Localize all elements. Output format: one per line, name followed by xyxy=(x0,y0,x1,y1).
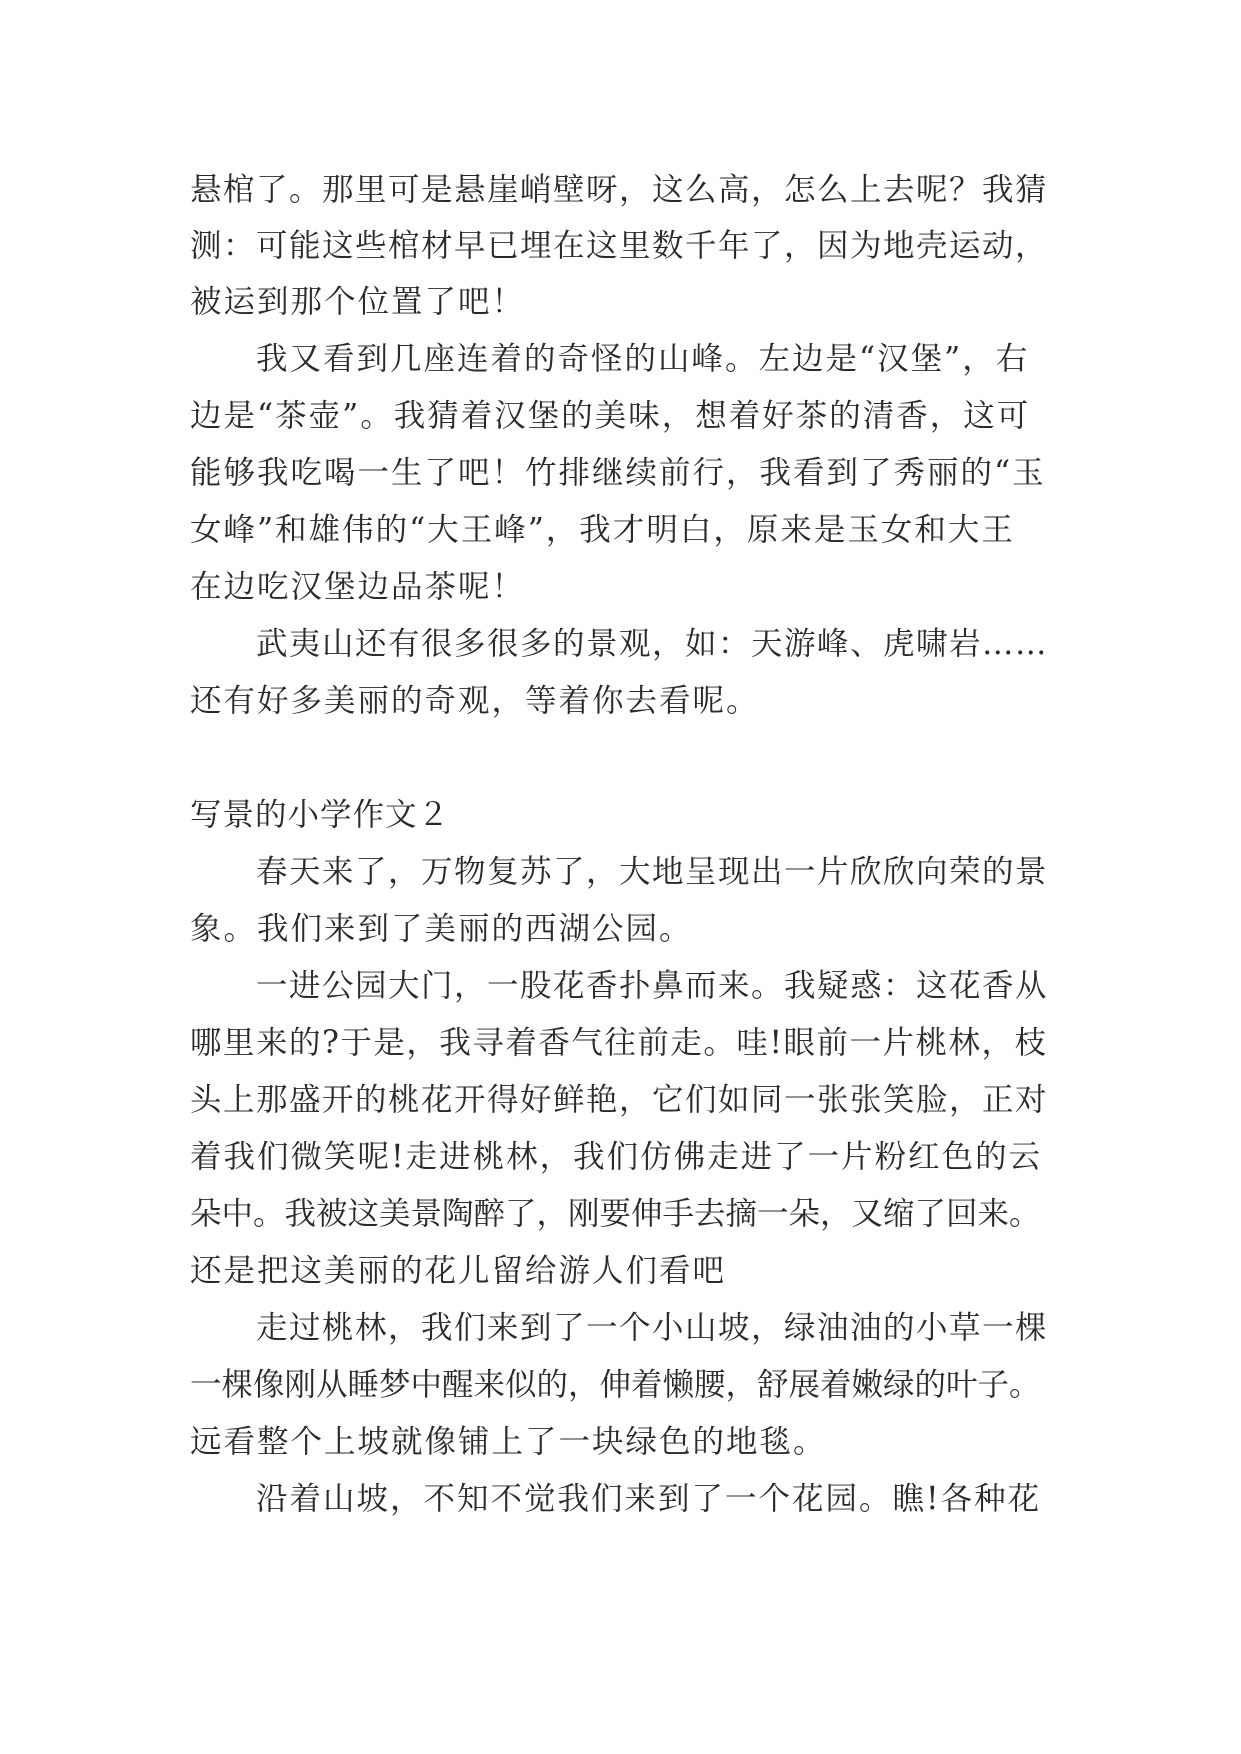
paragraph-first-line: 沿着山坡，不知不觉我们来到了一个花园。瞧!各种花 xyxy=(256,1481,1042,1517)
text-line: 还有好多美丽的奇观，等着你去看呢。 xyxy=(190,683,760,719)
text-line: 朵中。我被这美景陶醉了，刚要伸手去摘一朵，又缩了回来。 xyxy=(190,1196,1041,1232)
paragraph-first-line: 武夷山还有很多很多的景观，如：天游峰、虎啸岩…… xyxy=(256,626,1049,662)
text-line: 哪里来的?于是，我寻着香气往前走。哇!眼前一片桃林，枝 xyxy=(190,1025,1048,1061)
text-line: 边是“茶壶”。我猜着汉堡的美味，想着好茶的清香，这可 xyxy=(190,398,1031,434)
text-line: 还是把这美丽的花儿留给游人们看吧 xyxy=(190,1253,727,1289)
text-line: 女峰”和雄伟的“大王峰”，我才明白，原来是玉女和大王 xyxy=(190,512,1015,548)
text-line: 一棵像刚从睡梦中醒来似的，伸着懒腰，舒展着嫩绿的叶子。 xyxy=(190,1367,1041,1403)
paragraph-first-line: 我又看到几座连着的奇怪的山峰。左边是“汉堡”，右 xyxy=(256,341,1030,377)
text-line: 头上那盛开的桃花开得好鲜艳，它们如同一张张笑脸，正对 xyxy=(190,1082,1049,1118)
text-line: 着我们微笑呢!走进桃林，我们仿佛走进了一片粉红色的云 xyxy=(190,1139,1043,1175)
section-heading: 写景的小学作文２ xyxy=(190,797,451,833)
text-line: 被运到那个位置了吧！ xyxy=(190,284,526,320)
text-line: 悬棺了。那里可是悬崖峭壁呀，这么高，怎么上去呢？我猜 xyxy=(190,172,1049,208)
text-line: 象。我们来到了美丽的西湖公园。 xyxy=(190,911,693,947)
text-line: 测：可能这些棺材早已埋在这里数千年了，因为地壳运动， xyxy=(190,228,1049,264)
text-line: 远看整个上坡就像铺上了一块绿色的地毯。 xyxy=(190,1424,827,1460)
text-line: 能够我吃喝一生了吧！竹排继续前行，我看到了秀丽的“玉 xyxy=(190,455,1046,491)
paragraph-first-line: 走过桃林，我们来到了一个小山坡，绿油油的小草一棵 xyxy=(256,1310,1049,1346)
paragraph-first-line: 一进公园大门，一股花香扑鼻而来。我疑惑：这花香从 xyxy=(256,968,1049,1004)
paragraph-first-line: 春天来了，万物复苏了，大地呈现出一片欣欣向荣的景 xyxy=(256,854,1049,890)
text-line: 在边吃汉堡边品茶呢！ xyxy=(190,569,526,605)
